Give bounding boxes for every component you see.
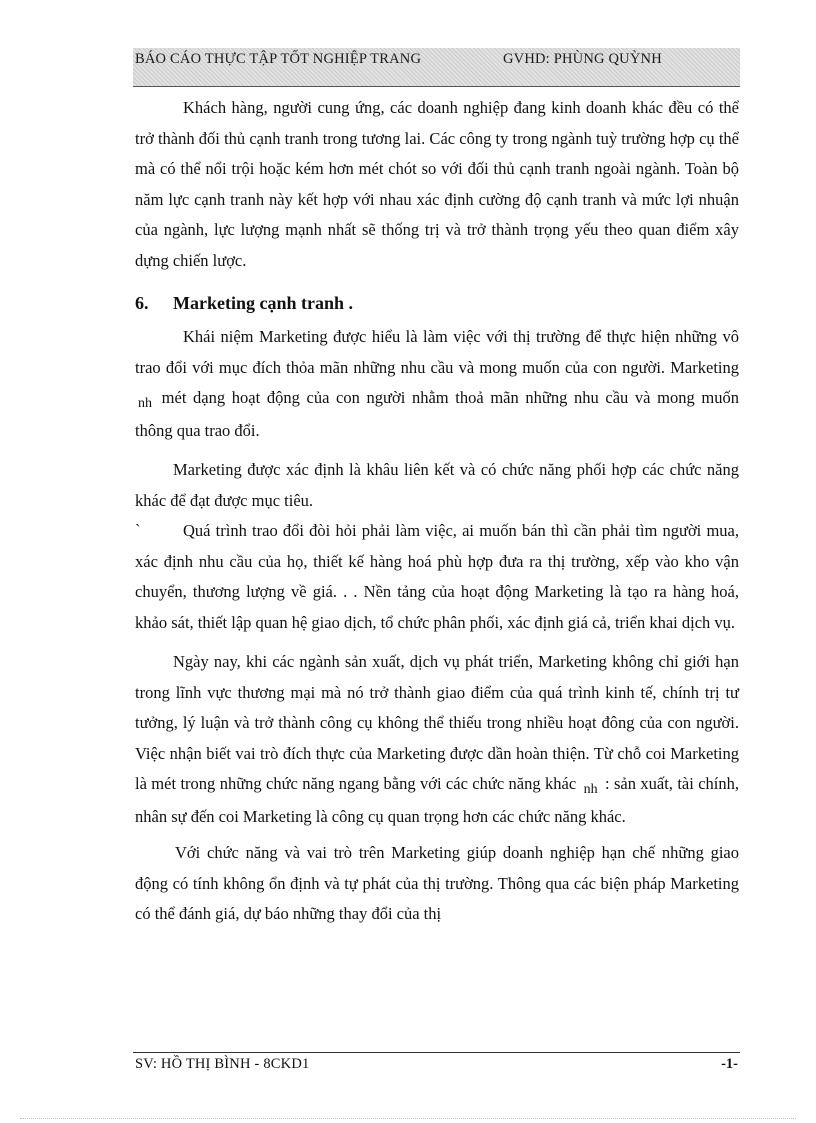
paragraph-marketing-today-part2: : sản xuất, tài chính, nhân sự đến coi Marketing là công cụ quan trọng hơn các chức năng khác. xyxy=(135,774,740,826)
paragraph-marketing-concept-part1: Khái niệm Marketing được hiểu là làm việc với thị trường để thực hiện những vô trao đổi với mục đích thỏa mãn những nhu cầu và mong muốn của con người. Marketing xyxy=(135,327,739,377)
paragraph-exchange-process xyxy=(135,516,739,638)
paragraph-marketing-role: Với chức năng và vai trò trên Marketing giúp doanh nghiệp hạn chế những giao động có tính không ổn định và tự phát của thị trường. Thông qua các biện pháp Marketing có thể đánh giá, dự báo những thay đổi của thị xyxy=(135,843,739,923)
page-number: -1- xyxy=(721,1056,738,1072)
paragraph-exchange-process-text: Quá trình trao đổi đòi hỏi phải làm việc, ai muốn bán thì cần phải tìm người mua, xác định nhu cầu của họ, thiết kế hàng hoá phù hợp đưa ra thị trường, xếp vào kho vận chuyển, thương lượng về giá. . . Nền tảng của hoạt động Marketing là tạo ra hàng hoá, khảo sát, thiết lập quan hệ giao dịch, tổ chức phân phối, xác định giá cả, triển khai dịch vụ. xyxy=(135,521,739,632)
header-divider xyxy=(133,86,740,87)
section-heading xyxy=(135,288,739,318)
subscript-note: nh xyxy=(138,396,152,411)
paragraph-marketing-today xyxy=(135,647,739,832)
paragraph-marketing-concept xyxy=(135,322,739,446)
document-body xyxy=(135,93,739,930)
section-title: Marketing cạnh tranh . xyxy=(173,293,353,313)
student-info: SV: HỒ THỊ BÌNH - 8CKD1 xyxy=(135,1056,310,1072)
advisor-name: GVHD: PHÙNG QUỲNH xyxy=(503,51,662,67)
report-title: BÁO CÁO THỰC TẬP TỐT NGHIỆP TRANG xyxy=(135,51,422,67)
page-header xyxy=(133,48,740,86)
subscript-note: nh xyxy=(583,782,598,797)
paragraph-marketing-today-part1: Ngày nay, khi các ngành sản xuất, dịch vụ phát triển, Marketing không chỉ giới hạn trong lĩnh vực thương mại mà nó trở thành giao điểm của quá trình kinh tế, chính trị tư tưởng, lý luận và trở thành công cụ không thể thiếu trong nhiều hoạt đông của con người. Việc nhận biết vai trò đích thực của Marketing được dần hoàn thiện. Từ chỗ coi Marketing là mét trong những chức năng ngang bằng với các chức năng khác xyxy=(135,652,739,793)
paragraph-marketing-link: Marketing được xác định là khâu liên kết và có chức năng phối hợp các chức năng khác để đạt được mục tiêu. xyxy=(135,460,739,510)
paragraph-marketing-concept-part2: mét dạng hoạt động của con người nhằm thoả mãn những nhu cầu và mong muốn thông qua trao đổi. xyxy=(135,388,739,440)
page-edge-dots xyxy=(20,1118,796,1119)
paragraph-competitors: Khách hàng, người cung ứng, các doanh nghiệp đang kinh doanh khác đều có thể trở thành đối thủ cạnh tranh trong tương lai. Các công ty trong ngành tuỳ trường hợp cụ thể mà có thể nổi trội hoặc kém hơn mét chót so với đối thủ cạnh tranh ngoài ngành. Toàn bộ năm lực cạnh tranh này kết hợp với nhau xác định cường độ cạnh tranh và mức lợi nhuận của ngành, lực lượng mạnh nhất sẽ thống trị và trở thành trọng yếu theo quan điểm xây dựng chiến lược. xyxy=(135,98,739,270)
section-number: 6. xyxy=(135,293,149,313)
footer-divider xyxy=(133,1052,740,1053)
stray-mark: ` xyxy=(135,521,141,540)
